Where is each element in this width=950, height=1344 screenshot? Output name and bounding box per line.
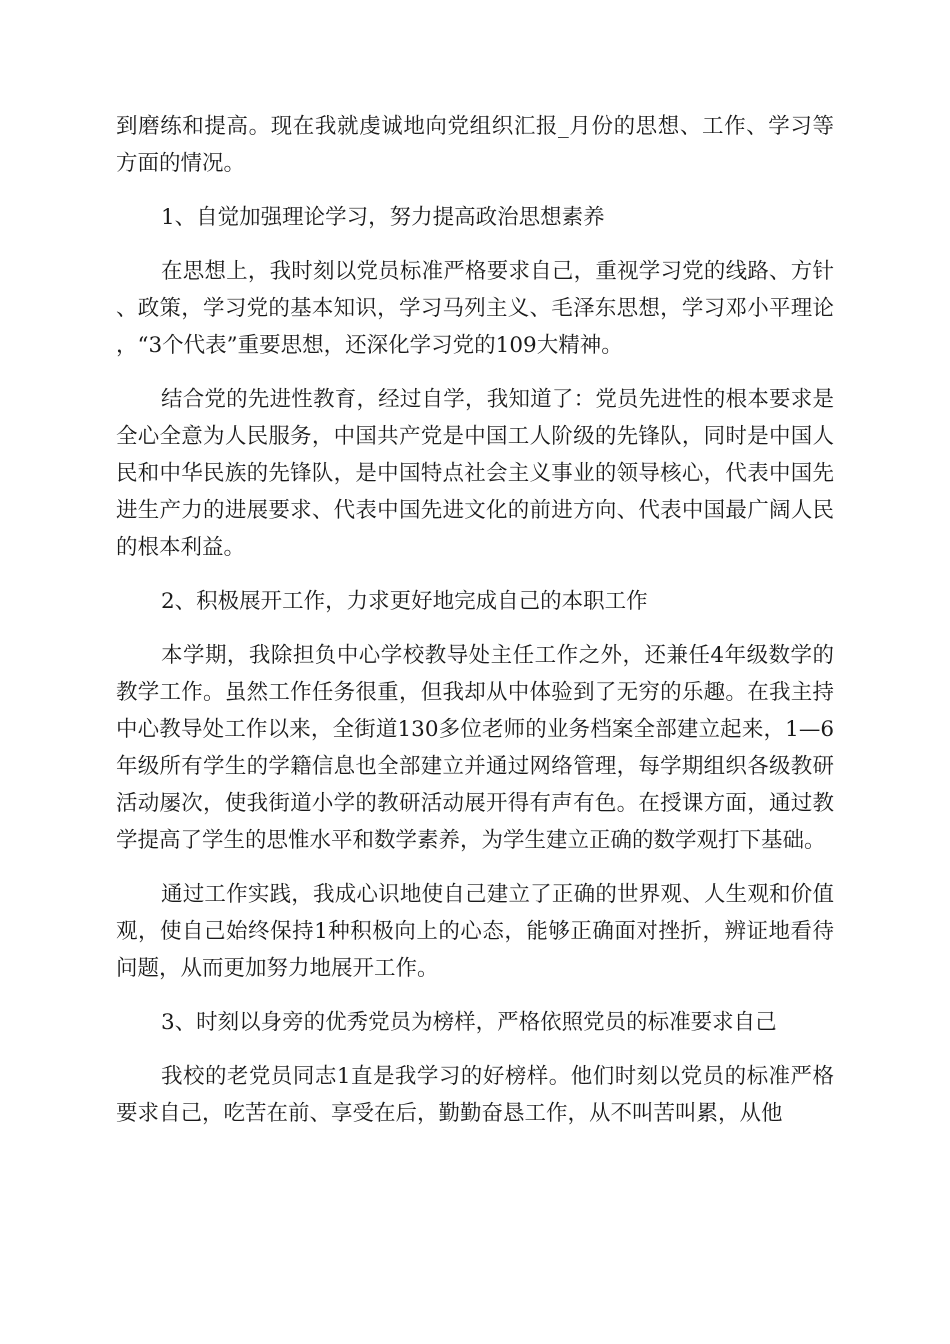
section-heading-2: 2、积极展开工作，力求更好地完成自己的本职工作 <box>161 589 648 614</box>
document-body <box>116 108 834 1149</box>
paragraph: 结合党的先进性教育，经过自学，我知道了：党员先进性的根本要求是全心全意为人民服务，中国共产党是中国工人阶级的先锋队，同时是中国人民和中华民族的先锋队，是中国特点社会主义事业的领导核心，代表中国先进生产力的进展要求、代表中国先进文化的前进方向、代表中国最广阔人民的根本利益。 <box>116 387 834 560</box>
paragraph: 本学期，我除担负中心学校教导处主任工作之外，还兼任4年级数学的教学工作。虽然工作任务很重，但我却从中体验到了无穷的乐趣。在我主持中心教导处工作以来，全街道130多位老师的业务档案全部建立起来，1—6年级所有学生的学籍信息也全部建立并通过网络管理，每学期组织各级教研活动屡次，使我街道小学的教研活动展开得有声有色。在授课方面，通过教学提高了学生的思惟水平和数学素养，为学生建立正确的数学观打下基础。 <box>116 643 834 853</box>
paragraph: 通过工作实践，我成心识地使自己建立了正确的世界观、人生观和价值观，使自己始终保持1种积极向上的心态，能够正确面对挫折，辨证地看待问题，从而更加努力地展开工作。 <box>116 882 834 981</box>
paragraph: 在思想上，我时刻以党员标准严格要求自己，重视学习党的线路、方针、政策，学习党的基本知识，学习马列主义、毛泽东思想，学习邓小平理论，“3个代表”重要思想，还深化学习党的109大精神。 <box>116 259 834 358</box>
section-heading-1: 1、自觉加强理论学习，努力提高政治思想素养 <box>161 205 605 230</box>
section-heading-3: 3、时刻以身旁的优秀党员为榜样，严格依照党员的标准要求自己 <box>161 1010 777 1035</box>
paragraph-continuation: 到磨练和提高。现在我就虔诚地向党组织汇报_月份的思想、工作、学习等方面的情况。 <box>116 114 834 176</box>
paragraph: 我校的老党员同志1直是我学习的好榜样。他们时刻以党员的标准严格要求自己，吃苦在前、享受在后，勤勤奋恳工作，从不叫苦叫累，从他 <box>116 1064 834 1126</box>
